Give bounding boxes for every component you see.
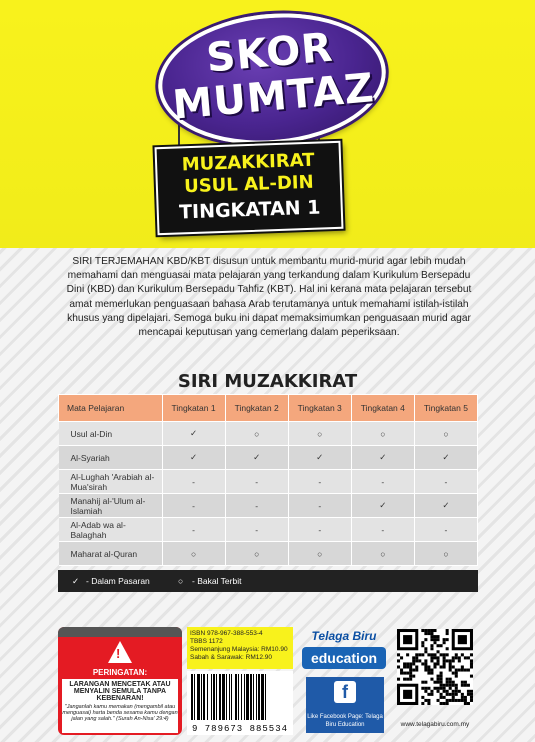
header-form2: Tingkatan 2: [225, 395, 288, 422]
availability-cell: -: [225, 494, 288, 518]
publisher-brand: [298, 627, 390, 735]
subject-cell: Manahij al-'Ulum al-Islamiah: [59, 494, 163, 518]
exclamation-icon: !: [116, 646, 121, 661]
subject-cell: Al-Adab wa al-Balaghah: [59, 518, 163, 542]
availability-cell: ○: [162, 542, 225, 566]
warning-title: PERINGATAN:: [92, 668, 148, 677]
book-title-line2: USUL AL-DIN: [183, 171, 314, 198]
availability-cell: -: [162, 518, 225, 542]
table-row: [59, 446, 478, 470]
availability-cell: ✓: [414, 494, 477, 518]
warning-body: [62, 679, 178, 733]
availability-cell: ✓: [162, 422, 225, 446]
availability-cell: ○: [414, 422, 477, 446]
subject-cell: Al-Lughah 'Arabiah al-Mua'sirah: [59, 470, 163, 494]
price-peninsular: Semenanjung Malaysia: RM10.90: [190, 646, 288, 653]
series-table-title: SIRI MUZAKKIRAT: [177, 371, 358, 392]
availability-cell: -: [225, 518, 288, 542]
isbn-number: ISBN 978-967-388-553-4: [190, 630, 263, 637]
availability-cell: -: [351, 518, 414, 542]
availability-cell: ✓: [414, 446, 477, 470]
availability-cell: -: [414, 518, 477, 542]
logo-line1: SKOR: [204, 24, 335, 82]
availability-cell: ✓: [162, 446, 225, 470]
warning-line: LARANGAN MENCETAK ATAU MENYALIN SEMULA TANPA KEBENARAN!: [69, 681, 171, 702]
availability-cell: ✓: [351, 494, 414, 518]
warning-quote: "Janganlah kamu memakan (mengambil atau menguasai) harta benda sesama kamu dengan jalan yang salah." (Surah An-Nisa' 29:4): [62, 704, 178, 722]
website-url: www.telagabiru.com.my: [400, 721, 470, 728]
availability-cell: -: [351, 470, 414, 494]
series-table: [58, 394, 478, 566]
legend-circle-label: - Bakal Terbit: [192, 576, 242, 586]
header-subject: Mata Pelajaran: [59, 395, 163, 422]
subject-cell: Al-Syariah: [59, 446, 163, 470]
table-row: [59, 542, 478, 566]
availability-cell: -: [225, 470, 288, 494]
qr-code: [397, 629, 473, 705]
availability-cell: ○: [351, 422, 414, 446]
book-code: TBBS 1172: [190, 638, 223, 645]
table-legend: [58, 570, 478, 592]
table-row: [59, 422, 478, 446]
subject-cell: Usul al-Din: [59, 422, 163, 446]
legend-check-label: - Dalam Pasaran: [86, 576, 150, 586]
availability-cell: ○: [225, 542, 288, 566]
title-sign-board: [155, 141, 344, 235]
availability-cell: ✓: [225, 446, 288, 470]
table-row: [59, 518, 478, 542]
availability-cell: ✓: [351, 446, 414, 470]
availability-cell: -: [288, 494, 351, 518]
legend-circle-icon: ○: [178, 576, 184, 586]
warning-top-bar: [58, 627, 182, 637]
copyright-warning: [58, 627, 182, 735]
barcode-bars: [187, 671, 293, 723]
availability-cell: ○: [288, 542, 351, 566]
availability-cell: ○: [225, 422, 288, 446]
legend-check-icon: ✓: [72, 576, 80, 586]
availability-cell: ✓: [288, 446, 351, 470]
availability-cell: -: [162, 494, 225, 518]
facebook-text: Like Facebook Page: Telaga Biru Education: [307, 714, 383, 728]
logo-line2: MUMTAZ: [170, 65, 377, 129]
availability-cell: -: [288, 518, 351, 542]
table-header-row: [59, 395, 478, 422]
facebook-icon: f: [334, 681, 356, 703]
availability-cell: -: [414, 470, 477, 494]
price-east: Sabah & Sarawak: RM12.90: [190, 654, 273, 661]
publisher-name: Telaga Biru: [311, 629, 377, 643]
availability-cell: ○: [351, 542, 414, 566]
header-form4: Tingkatan 4: [351, 395, 414, 422]
table-row: [59, 470, 478, 494]
availability-cell: ○: [288, 422, 351, 446]
barcode-number: 9 789673 885534: [191, 724, 288, 734]
book-description: SIRI TERJEMAHAN KBD/KBT disusun untuk membantu murid-murid agar lebih mudah memahami dan menguasai mata pelajaran yang terkandung dalam Kurikulum Bersepadu Dini (KBD) dan Kurikulum Bersepadu Tahfiz (KBT). Hal ini kerana mata pelajaran tersebut amat memerlukan penguasaan bahasa Arab terutamanya untuk memahami istilah-istilah khusus yang dipelajari. Semoga buku ini dapat memaksimumkan penguasaan murid agar mencapai keputusan yang cemerlang dalam peperiksaan.: [66, 256, 472, 339]
barcode: [187, 671, 293, 735]
table-row: [59, 494, 478, 518]
availability-cell: -: [288, 470, 351, 494]
book-title-line1: MUZAKKIRAT: [181, 149, 315, 176]
availability-cell: ○: [414, 542, 477, 566]
header-form3: Tingkatan 3: [288, 395, 351, 422]
isbn-price-box: [187, 627, 293, 669]
facebook-box: [306, 677, 384, 733]
qr-code-pattern: [397, 629, 473, 705]
header-form5: Tingkatan 5: [414, 395, 477, 422]
publisher-education-logo: education: [302, 647, 386, 669]
book-level: TINGKATAN 1: [178, 196, 321, 224]
header-form1: Tingkatan 1: [162, 395, 225, 422]
subject-cell: Maharat al-Quran: [59, 542, 163, 566]
availability-cell: -: [162, 470, 225, 494]
